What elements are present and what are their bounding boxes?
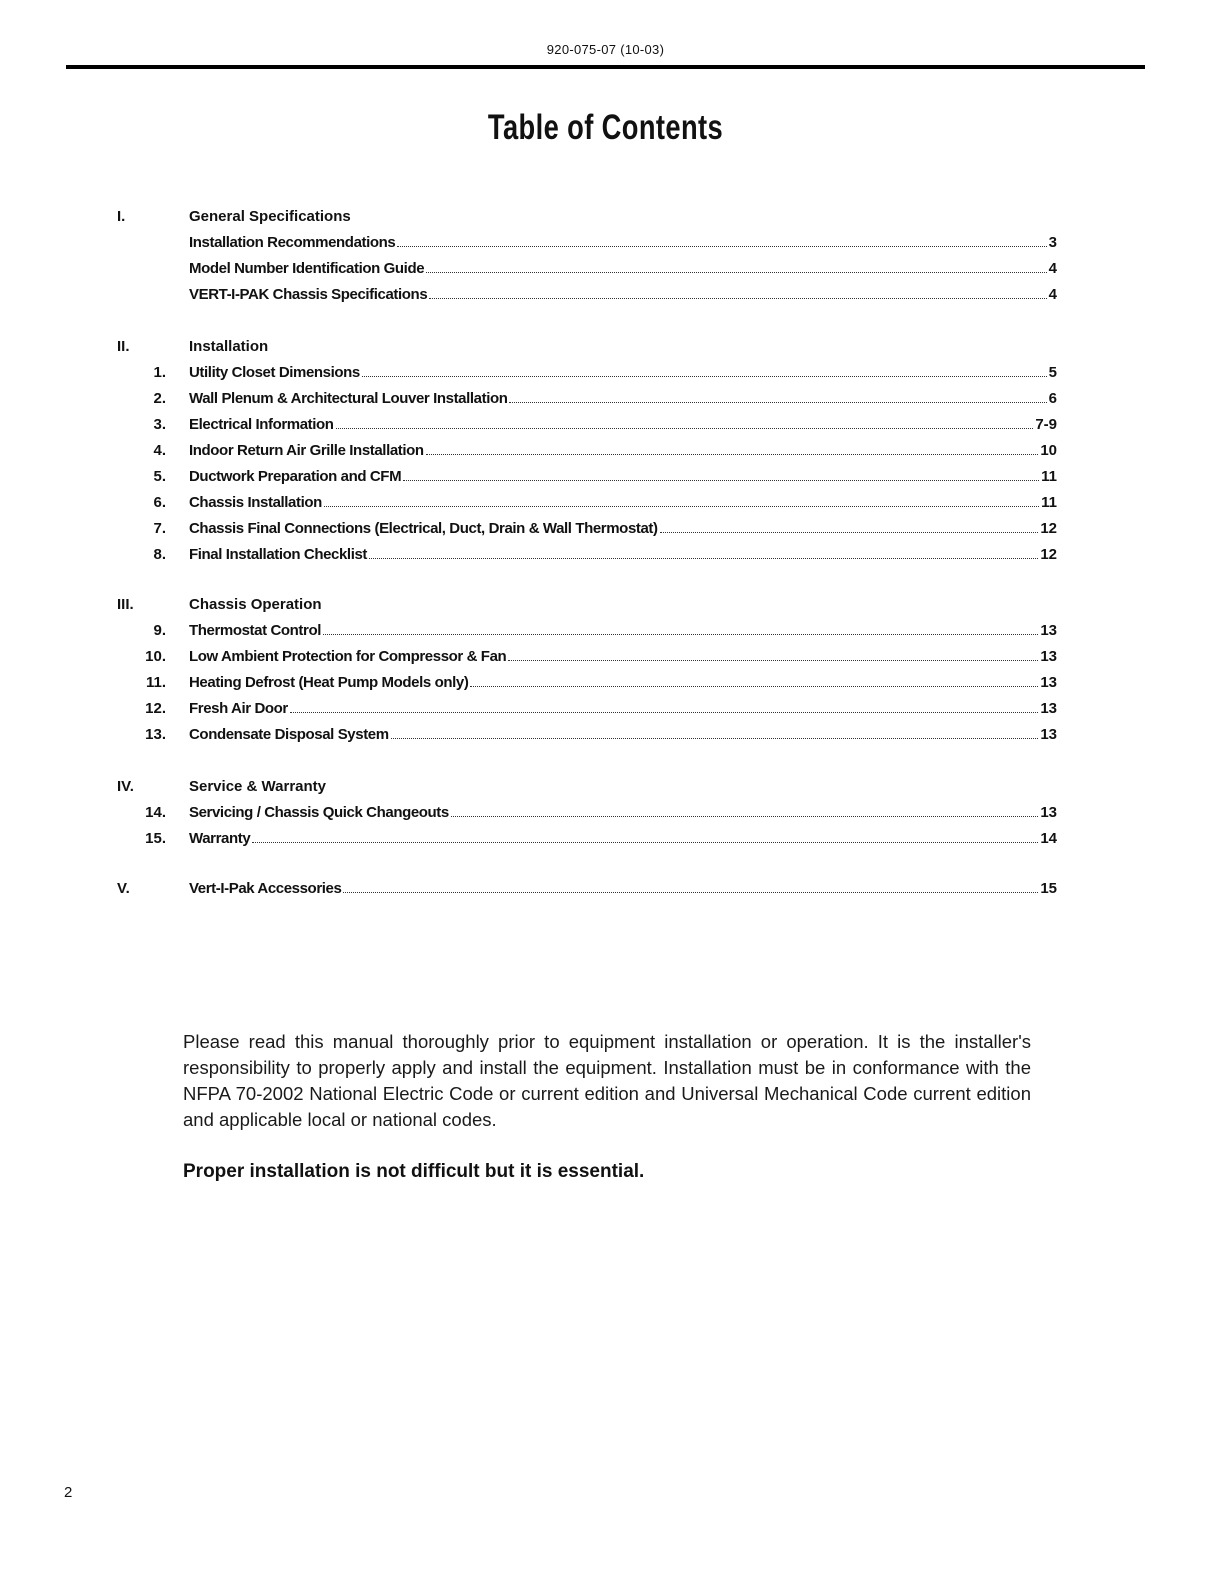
- toc-entry[interactable]: [0, 286, 1211, 308]
- entry-number: 9.: [153, 622, 166, 639]
- entry-page: 13: [1040, 648, 1057, 665]
- toc-entry[interactable]: [0, 442, 1211, 464]
- entry-label: Condensate Disposal System: [189, 726, 389, 743]
- entry-label: Model Number Identification Guide: [189, 260, 425, 277]
- toc-entry[interactable]: [0, 726, 1211, 748]
- entry-page: 11: [1041, 468, 1057, 485]
- dot-leader: [252, 842, 1038, 843]
- entry-page: 7-9: [1035, 416, 1057, 433]
- entry-label: Utility Closet Dimensions: [189, 364, 360, 381]
- dot-leader: [509, 402, 1046, 403]
- entry-label: Indoor Return Air Grille Installation: [189, 442, 424, 459]
- dot-leader: [403, 480, 1039, 481]
- dot-leader: [362, 376, 1047, 377]
- entry-line: [189, 622, 1057, 639]
- entry-number: 14.: [145, 804, 166, 821]
- entry-page: 3: [1048, 234, 1057, 251]
- entry-line: [189, 648, 1057, 665]
- dot-leader: [397, 246, 1046, 247]
- toc-entry[interactable]: [0, 674, 1211, 696]
- section-heading: Chassis Operation: [189, 596, 322, 613]
- dot-leader: [290, 712, 1038, 713]
- toc-entry[interactable]: [0, 880, 1211, 902]
- toc-entry[interactable]: [0, 648, 1211, 670]
- entry-number: 13.: [145, 726, 166, 743]
- toc-entry[interactable]: [0, 546, 1211, 568]
- dot-leader: [429, 298, 1046, 299]
- dot-leader: [426, 272, 1047, 273]
- toc-entry[interactable]: [0, 390, 1211, 412]
- entry-page: 5: [1048, 364, 1057, 381]
- entry-label: Electrical Information: [189, 416, 334, 433]
- section-heading: Installation: [189, 338, 269, 355]
- dot-leader: [660, 532, 1039, 533]
- page-title: Table of Contents: [487, 108, 724, 147]
- entry-page: 13: [1040, 622, 1057, 639]
- entry-label: Warranty: [189, 830, 251, 847]
- entry-label: Chassis Final Connections (Electrical, Duct, Drain & Wall Thermostat): [189, 520, 658, 537]
- dot-leader: [336, 428, 1034, 429]
- entry-line: [189, 520, 1057, 537]
- entry-page: 4: [1048, 260, 1057, 277]
- toc-entry[interactable]: [0, 804, 1211, 826]
- entry-label: Final Installation Checklist: [189, 546, 368, 563]
- section-numeral: I.: [117, 208, 126, 225]
- entry-number: 4.: [153, 442, 166, 459]
- entry-number: 8.: [153, 546, 166, 563]
- entry-line: [189, 546, 1057, 563]
- entry-line: [189, 880, 1057, 897]
- entry-number: 2.: [153, 390, 166, 407]
- entry-label: Thermostat Control: [189, 622, 321, 639]
- entry-page: 10: [1040, 442, 1057, 459]
- entry-label: Heating Defrost (Heat Pump Models only): [189, 674, 469, 691]
- entry-number: 15.: [145, 830, 166, 847]
- entry-label: Low Ambient Protection for Compressor & Fan: [189, 648, 507, 665]
- section-heading: Service & Warranty: [189, 778, 327, 795]
- section-numeral: III.: [117, 596, 134, 613]
- entry-label: Servicing / Chassis Quick Changeouts: [189, 804, 449, 821]
- toc-entry[interactable]: [0, 494, 1211, 516]
- entry-label: Chassis Installation: [189, 494, 322, 511]
- toc-entry[interactable]: [0, 622, 1211, 644]
- entry-number: 7.: [153, 520, 166, 537]
- toc-entry[interactable]: [0, 260, 1211, 282]
- dot-leader: [451, 816, 1038, 817]
- section-numeral: II.: [117, 338, 130, 355]
- dot-leader: [508, 660, 1038, 661]
- entry-number: 6.: [153, 494, 166, 511]
- entry-line: [189, 700, 1057, 717]
- entry-label: Vert-I-Pak Accessories: [189, 880, 342, 897]
- toc-entry[interactable]: [0, 364, 1211, 386]
- entry-label: Wall Plenum & Architectural Louver Installation: [189, 390, 508, 407]
- entry-line: [189, 234, 1057, 251]
- entry-number: 5.: [153, 468, 166, 485]
- toc-entry[interactable]: [0, 234, 1211, 256]
- entry-line: [189, 830, 1057, 847]
- toc-entry[interactable]: [0, 416, 1211, 438]
- entry-line: [189, 364, 1057, 381]
- entry-page: 12: [1040, 546, 1057, 563]
- section-heading: General Specifications: [189, 208, 351, 225]
- entry-line: [189, 726, 1057, 743]
- entry-line: [189, 804, 1057, 821]
- entry-page: 13: [1040, 674, 1057, 691]
- entry-page: 14: [1040, 830, 1057, 847]
- entry-page: 13: [1040, 804, 1057, 821]
- dot-leader: [369, 558, 1038, 559]
- entry-page: 15: [1040, 880, 1057, 897]
- page-number: 2: [64, 1484, 73, 1501]
- entry-line: [189, 390, 1057, 407]
- emphasis-note: Proper installation is not difficult but it is essential.: [183, 1161, 645, 1182]
- dot-leader: [426, 454, 1039, 455]
- document-code: 920-075-07 (10-03): [546, 42, 665, 57]
- entry-label: Installation Recommendations: [189, 234, 396, 251]
- entry-number: 10.: [145, 648, 166, 665]
- entry-label: Fresh Air Door: [189, 700, 288, 717]
- entry-number: 3.: [153, 416, 166, 433]
- toc-entry[interactable]: [0, 520, 1211, 542]
- entry-line: [189, 494, 1057, 511]
- entry-line: [189, 468, 1057, 485]
- entry-label: Ductwork Preparation and CFM: [189, 468, 402, 485]
- dot-leader: [470, 686, 1038, 687]
- section-numeral: V.: [117, 880, 130, 897]
- entry-page: 12: [1040, 520, 1057, 537]
- intro-paragraph: Please read this manual thoroughly prior to equipment installation or operation. It is the installer's responsibility to properly apply and install the equipment. Installation must be in conformance with the NFPA 70-2002 National Electric Code or current edition and Universal Mechanical Code current edition and applicable local or national codes.: [183, 1031, 1031, 1130]
- entry-page: 4: [1048, 286, 1057, 303]
- dot-leader: [323, 634, 1038, 635]
- dot-leader: [343, 892, 1038, 893]
- entry-number: 12.: [145, 700, 166, 717]
- toc-entry[interactable]: [0, 700, 1211, 722]
- toc-entry[interactable]: [0, 830, 1211, 852]
- entry-line: [189, 674, 1057, 691]
- entry-line: [189, 416, 1057, 433]
- toc-entry[interactable]: [0, 468, 1211, 490]
- header-rule: [66, 65, 1145, 69]
- entry-page: 11: [1041, 494, 1057, 511]
- dot-leader: [391, 738, 1039, 739]
- section-numeral: IV.: [117, 778, 134, 795]
- entry-number: 1.: [153, 364, 166, 381]
- entry-label: VERT-I-PAK Chassis Specifications: [189, 286, 428, 303]
- entry-line: [189, 442, 1057, 459]
- entry-page: 13: [1040, 726, 1057, 743]
- entry-number: 11.: [145, 674, 166, 691]
- dot-leader: [324, 506, 1039, 507]
- entry-page: 6: [1048, 390, 1057, 407]
- entry-line: [189, 260, 1057, 277]
- entry-page: 13: [1040, 700, 1057, 717]
- entry-line: [189, 286, 1057, 303]
